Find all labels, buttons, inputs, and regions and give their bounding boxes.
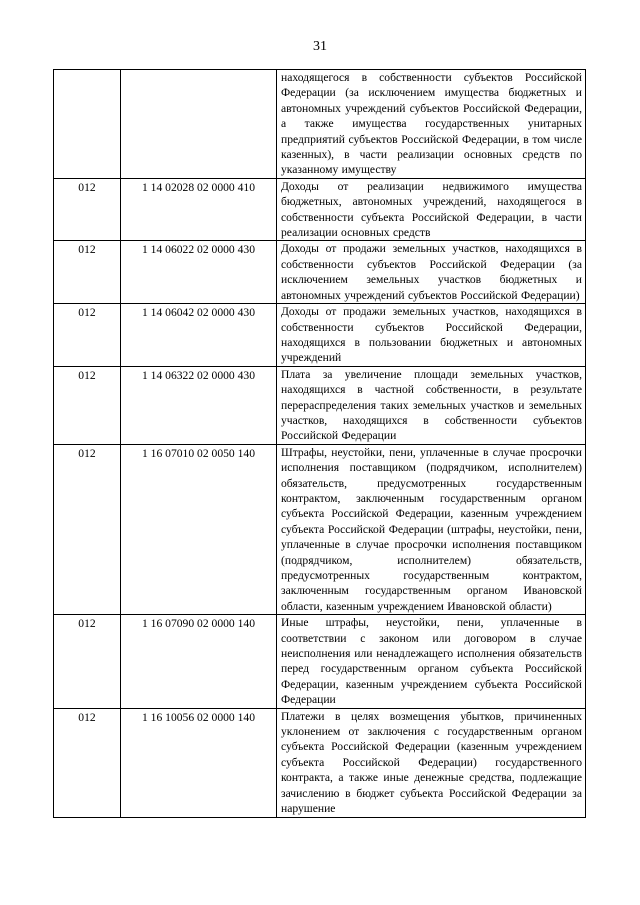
table-row [54,708,586,817]
revenue-code-cell: 1 16 07010 02 0050 140 [121,444,277,614]
revenue-name-cell: Иные штрафы, неустойки, пени, уплаченные в соответствии с законом или договором в случае неисполнения или ненадлежащего исполнения обязательств перед государственным органом субъекта Российской Федерации, казенным учреждением субъекта Российской Федерации [277,615,586,708]
revenue-code-cell: 1 14 06042 02 0000 430 [121,304,277,367]
table-row [54,304,586,367]
table-row [54,70,586,179]
revenue-code-cell: 1 16 07090 02 0000 140 [121,615,277,708]
page-number: 31 [313,39,327,54]
revenue-code-cell: 1 14 06322 02 0000 430 [121,366,277,444]
revenue-name-cell: Доходы от продажи земельных участков, находящихся в собственности субъектов Российской Федерации, находящихся в пользовании бюджетных и автономных учреждений [277,304,586,367]
table-row [54,615,586,708]
admin-code-cell: 012 [54,178,121,241]
table-row [54,366,586,444]
revenue-code-cell: 1 14 06022 02 0000 430 [121,241,277,304]
revenue-name-cell: Платежи в целях возмещения убытков, причиненных уклонением от заключения с государственным органом субъекта Российской Федерации (казенным учреждением субъекта Российской Федерации) государственного контракта, а также иные денежные средства, подлежащие зачислению в бюджет субъекта Российской Федерации за нарушение [277,708,586,817]
admin-code-cell: 012 [54,241,121,304]
admin-code-cell: 012 [54,304,121,367]
revenue-name-cell: Штрафы, неустойки, пени, уплаченные в случае просрочки исполнения поставщиком (подрядчиком, исполнителем) обязательств, предусмотренных государственным контрактом, заключенным государственным органом субъекта Российской Федерации, казенным учреждением субъекта Российской Федерации (штрафы, неустойки, пени, уплаченные в случае просрочки исполнения поставщиком (подрядчиком, исполнителем) обязательств, предусмотренных государственным контрактом, заключенным государственным органом Ивановской области, казенным учреждением Ивановской области) [277,444,586,614]
admin-code-cell [54,70,121,179]
table-row [54,444,586,614]
revenue-name-cell: Доходы от продажи земельных участков, находящихся в собственности субъектов Российской Федерации (за исключением земельных участков бюджетных и автономных учреждений субъектов Российской Федерации) [277,241,586,304]
revenue-code-cell: 1 16 10056 02 0000 140 [121,708,277,817]
revenue-codes-table [53,69,586,818]
revenue-name-cell: находящегося в собственности субъектов Российской Федерации (за исключением имущества бюджетных и автономных учреждений субъектов Российской Федерации, а также имущества государственных унитарных предприятий субъектов Российской Федерации, в том числе казенных), в части реализации основных средств по указанному имуществу [277,70,586,179]
revenue-code-cell: 1 14 02028 02 0000 410 [121,178,277,241]
revenue-name-cell: Доходы от реализации недвижимого имущества бюджетных, автономных учреждений, находящегося в собственности субъекта Российской Федерации, в части реализации основных средств [277,178,586,241]
admin-code-cell: 012 [54,366,121,444]
admin-code-cell: 012 [54,708,121,817]
table-row [54,241,586,304]
admin-code-cell: 012 [54,615,121,708]
revenue-name-cell: Плата за увеличение площади земельных участков, находящихся в частной собственности, в результате перераспределения таких земельных участков и земельных участков, находящихся в собственности субъектов Российской Федерации [277,366,586,444]
table-row [54,178,586,241]
admin-code-cell: 012 [54,444,121,614]
revenue-code-cell [121,70,277,179]
